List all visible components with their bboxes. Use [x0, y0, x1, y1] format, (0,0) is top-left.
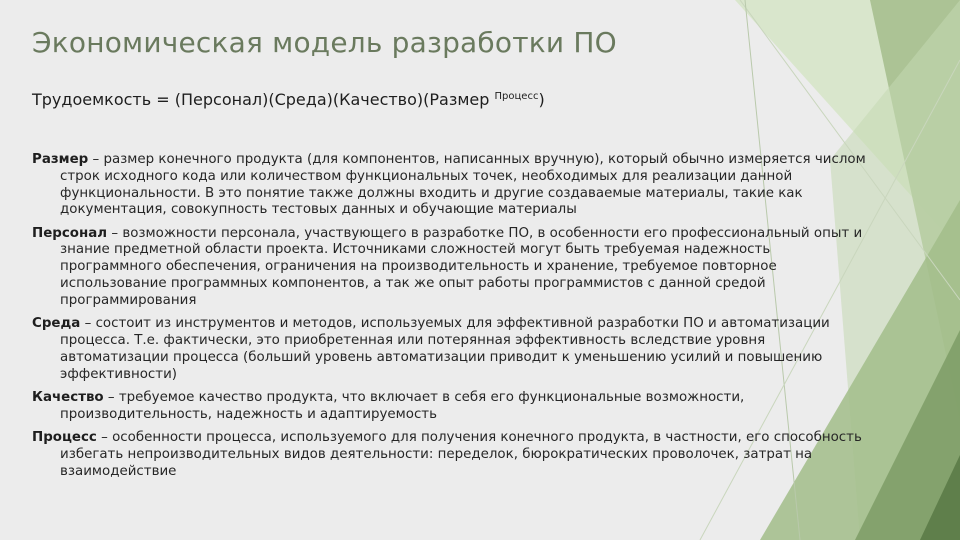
definition-term: Персонал [32, 225, 108, 241]
definition-text: – размер конечного продукта (для компонентов, написанных вручную), который обычно измеряется числом строк исходного кода или количеством функциональных точек, необходимых для реализации данной функциональности. В это понятие также должны входить и другие создаваемые материалы, такие как документация, совокупность тестовых данных и обучающие материалы [60, 152, 866, 218]
definition-text: – состоит из инструментов и методов, используемых для эффективной разработки ПО и автоматизации процесса. Т.е. фактически, это приобретенная или потерянная эффективность вследствие уровня автоматизации процесса (больший уровень автоматизации приводит к уменьшению усилий и повышению эффективности) [60, 316, 830, 382]
definition-personnel [32, 226, 867, 310]
definition-text: – особенности процесса, используемого для получения конечного продукта, в частности, его способность избегать непроизводительных видов деятельности: переделок, бюрократических проволочек, затрат на взаимодействие [60, 429, 862, 479]
formula-closing: ) [538, 90, 545, 109]
definition-term: Размер [32, 152, 89, 167]
definition-quality [32, 390, 867, 424]
definition-environment [32, 316, 867, 383]
slide-title: Экономическая модель разработки ПО [32, 26, 617, 59]
definition-size [32, 152, 867, 219]
definition-term: Среда [32, 316, 81, 332]
definition-process [32, 430, 867, 480]
definition-text: – возможности персонала, участвующего в разработке ПО, в особенности его профессиональный опыт и знание предметной области проекта. Источниками сложностей могут быть требуемая надежность программного обеспечения, ограничения на производительность и хранение, требуемое повторное использование программных компонентов, а так же опыт работы программистов с данной средой программирования [60, 225, 863, 308]
definition-term: Процесс [32, 429, 97, 445]
definitions-list [32, 152, 867, 487]
definition-text: – требуемое качество продукта, что включает в себя его функциональные возможности, производительность, надежность и адаптируемость [60, 389, 745, 422]
formula-exponent: Процесс [494, 91, 539, 102]
definition-term: Качество [32, 389, 104, 405]
effort-formula [32, 90, 545, 109]
formula-main: Трудоемкость = (Персонал)(Среда)(Качество)(Размер [32, 90, 495, 109]
